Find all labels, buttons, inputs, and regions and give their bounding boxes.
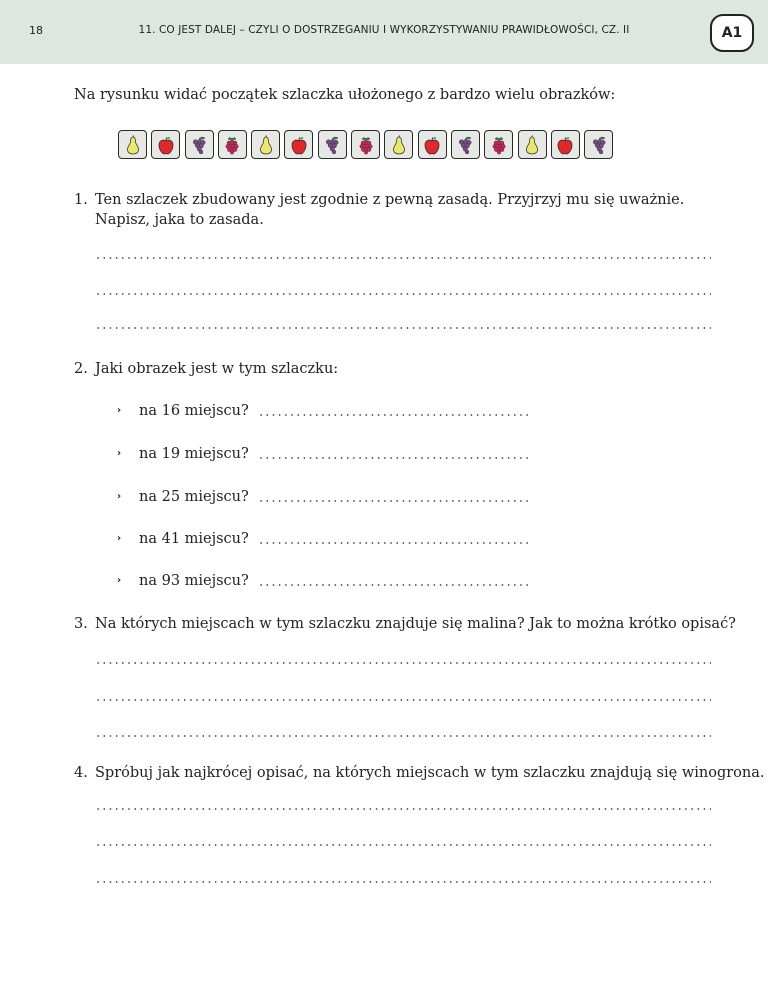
raspberry-icon <box>488 134 510 156</box>
grapes-icon <box>588 134 610 156</box>
q1-answer-line-3[interactable] <box>95 325 711 331</box>
apple-tile <box>151 130 180 159</box>
q2-item-label: na 41 miejscu? <box>139 531 249 547</box>
q2-item-label: na 25 miejscu? <box>139 489 249 505</box>
q3-number: 3. <box>74 616 88 632</box>
page-header <box>0 0 768 64</box>
fruit-pattern-strip <box>118 130 613 160</box>
q2-item-label: na 19 miejscu? <box>139 446 249 462</box>
q2-text: Jaki obrazek jest w tym szlaczku: <box>95 361 339 377</box>
apple-tile <box>551 130 580 159</box>
running-title: 11. CO JEST DALEJ – CZYLI O DOSTRZEGANIU I WYKORZYSTYWANIU PRAWIDŁOWOŚCI, CZ. II <box>138 24 630 36</box>
q3-answer-line-3[interactable] <box>95 733 711 739</box>
bullet-icon: › <box>117 575 122 586</box>
grapes-icon <box>454 134 476 156</box>
pear-tile <box>518 130 547 159</box>
q1-text-line2: Napisz, jaka to zasada. <box>95 212 264 228</box>
q3-answer-line-1[interactable] <box>95 660 711 666</box>
pear-icon <box>255 134 277 156</box>
grapes-tile <box>584 130 613 159</box>
pear-tile <box>118 130 147 159</box>
q4-answer-line-1[interactable] <box>95 806 711 812</box>
q2-item-label: na 93 miejscu? <box>139 573 249 589</box>
raspberry-icon <box>221 134 243 156</box>
q4-text: Spróbuj jak najkrócej opisać, na których miejscach w tym szlaczku znajdują się winogrona. <box>95 765 765 781</box>
apple-icon <box>288 134 310 156</box>
pear-tile <box>384 130 413 159</box>
apple-icon <box>554 134 576 156</box>
q4-answer-line-3[interactable] <box>95 879 711 885</box>
pear-icon <box>388 134 410 156</box>
q1-answer-line-1[interactable] <box>95 255 711 261</box>
q2-item-label: na 16 miejscu? <box>139 403 249 419</box>
q4-answer-line-2[interactable] <box>95 842 711 848</box>
apple-icon <box>155 134 177 156</box>
intro-text: Na rysunku widać początek szlaczka ułożonego z bardzo wielu obrazków: <box>74 87 616 103</box>
pear-tile <box>251 130 280 159</box>
q1-number: 1. <box>74 192 88 208</box>
q2-item-answer-line[interactable] <box>258 582 528 588</box>
raspberry-tile <box>218 130 247 159</box>
grapes-tile <box>185 130 214 159</box>
grapes-tile <box>318 130 347 159</box>
q2-item-answer-line[interactable] <box>258 412 528 418</box>
bullet-icon: › <box>117 491 122 502</box>
page-number: 18 <box>29 24 43 37</box>
q2-number: 2. <box>74 361 88 377</box>
q4-number: 4. <box>74 765 88 781</box>
raspberry-icon <box>355 134 377 156</box>
q3-answer-line-2[interactable] <box>95 697 711 703</box>
grapes-tile <box>451 130 480 159</box>
grapes-icon <box>321 134 343 156</box>
grapes-icon <box>188 134 210 156</box>
bullet-icon: › <box>117 533 122 544</box>
raspberry-tile <box>351 130 380 159</box>
raspberry-tile <box>484 130 513 159</box>
pear-icon <box>521 134 543 156</box>
apple-icon <box>421 134 443 156</box>
bullet-icon: › <box>117 405 122 416</box>
level-badge: A1 <box>710 14 754 52</box>
q1-text-line1: Ten szlaczek zbudowany jest zgodnie z pewną zasadą. Przyjrzyj mu się uważnie. <box>95 192 685 208</box>
q1-answer-line-2[interactable] <box>95 291 711 297</box>
q2-item-answer-line[interactable] <box>258 540 528 546</box>
apple-tile <box>284 130 313 159</box>
q2-item-answer-line[interactable] <box>258 455 528 461</box>
pear-icon <box>122 134 144 156</box>
bullet-icon: › <box>117 448 122 459</box>
q2-item-answer-line[interactable] <box>258 498 528 504</box>
q3-text: Na których miejscach w tym szlaczku znajduje się malina? Jak to można krótko opisać? <box>95 616 736 632</box>
apple-tile <box>418 130 447 159</box>
